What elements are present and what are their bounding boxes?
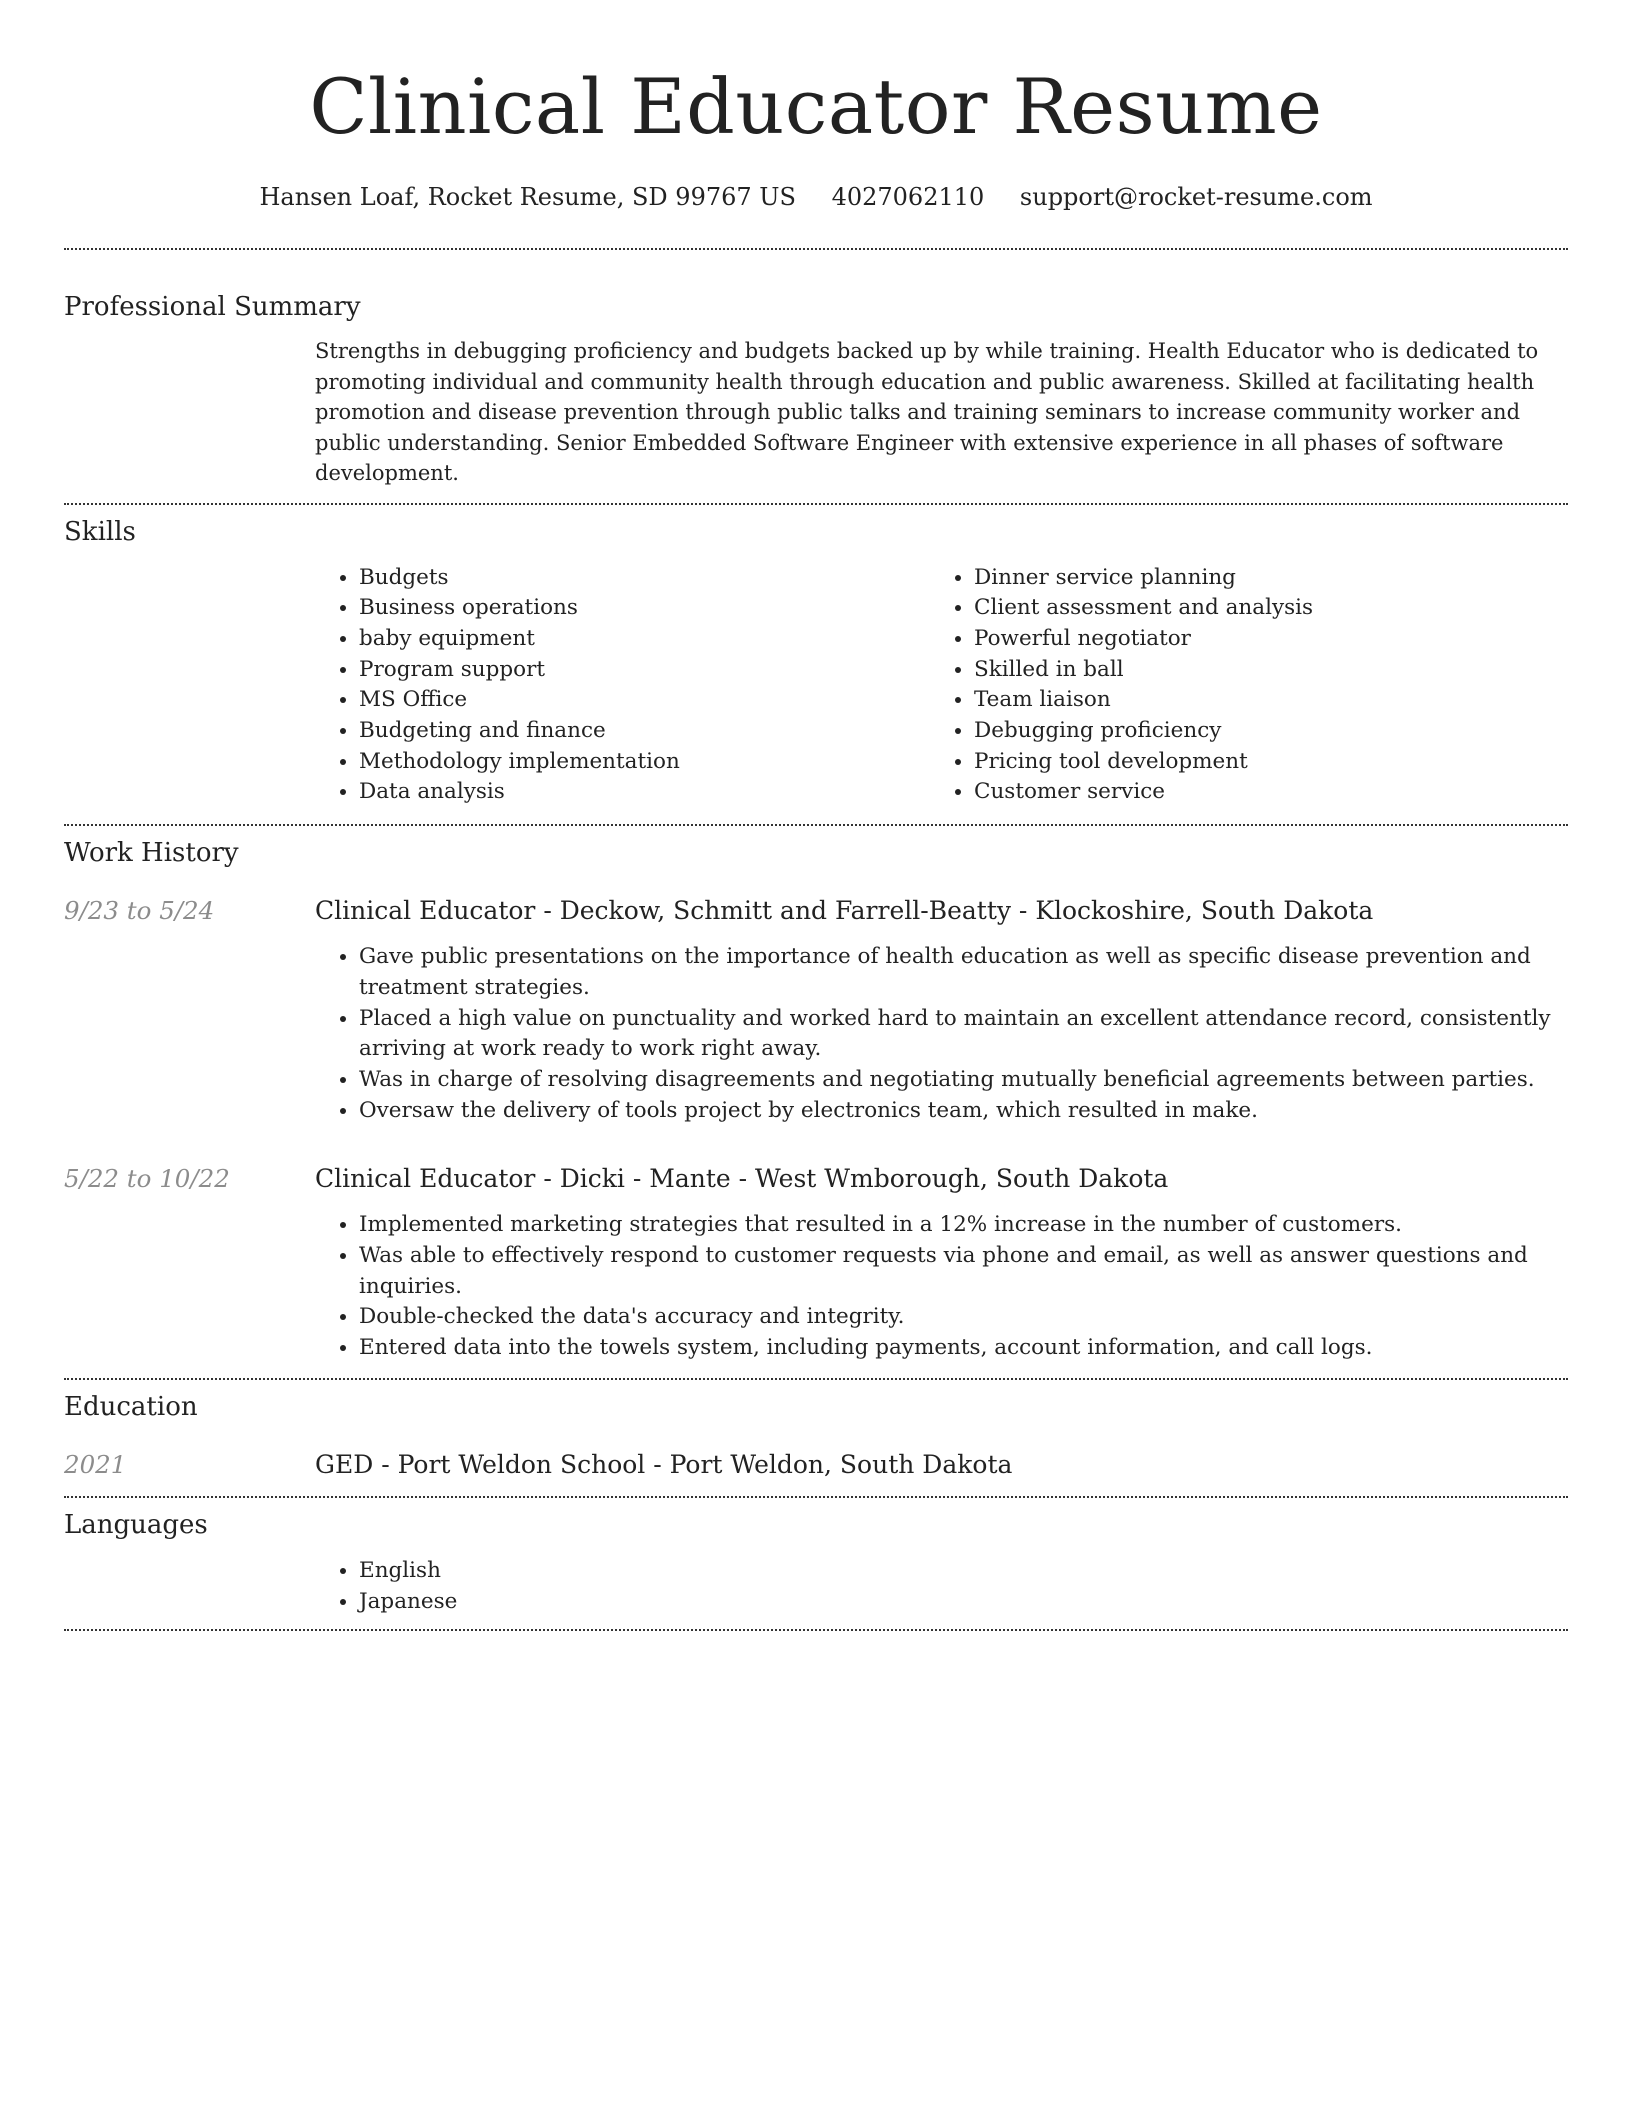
job-bullets (315, 942, 1568, 1126)
contact-line (64, 180, 1568, 214)
work-heading: Work History (64, 838, 239, 869)
job-dates: 9/23 to 5/24 (64, 896, 215, 926)
skills-list-right (930, 563, 1545, 809)
skill-item: • baby equipment (359, 624, 930, 655)
languages-heading: Languages (64, 1509, 208, 1540)
skill-item: • MS Office (359, 685, 930, 716)
education-section (64, 1380, 1568, 1496)
skills-heading: Skills (64, 516, 136, 547)
job-entry (64, 894, 1568, 1126)
education-heading: Education (64, 1391, 198, 1422)
skill-item: • Pricing tool development (974, 747, 1545, 778)
resume-title: Clinical Educator Resume (309, 62, 1323, 151)
contact-phone: 4027062110 (831, 183, 985, 211)
skill-item: • Debugging proficiency (974, 716, 1545, 747)
job-bullet: • Placed a high value on punctuality and worked hard to maintain an excellent attendance record, consistently arriving at work ready to work right away. (359, 1004, 1568, 1065)
job-bullet: • Double-checked the data's accuracy and integrity. (359, 1302, 1568, 1333)
skill-item: • Program support (359, 655, 930, 686)
job-entry (64, 1162, 1568, 1364)
job-bullet: • Oversaw the delivery of tools project by electronics team, which resulted in make. (359, 1096, 1568, 1127)
job-bullet: • Gave public presentations on the importance of health education as well as specific disease prevention and treatment strategies. (359, 942, 1568, 1003)
skill-item: • Dinner service planning (974, 563, 1545, 594)
skill-item: • Client assessment and analysis (974, 593, 1545, 624)
skill-item: • Budgeting and finance (359, 716, 930, 747)
contact-address: Hansen Loaf, Rocket Resume, SD 99767 US (259, 183, 796, 211)
skill-item: • Methodology implementation (359, 747, 930, 778)
job-title: Clinical Educator - Deckow, Schmitt and Farrell-Beatty - Klockoshire, South Dakota (315, 896, 1374, 926)
skills-list-left (315, 563, 930, 809)
education-entry: GED - Port Weldon School - Port Weldon, South Dakota (315, 1449, 1013, 1479)
summary-text: Strengths in debugging proficiency and budgets backed up by while training. Health Educator who is dedicated to promoting individual and community health through education and public awareness. Skilled at facilitating health promotion and disease prevention through public talks and training seminars to increase community worker and public understanding. Senior Embedded Software Engineer with extensive experience in all phases of software development. (315, 339, 1539, 485)
job-bullet: • Was in charge of resolving disagreements and negotiating mutually beneficial agreements between parties. (359, 1065, 1568, 1096)
job-bullet: • Implemented marketing strategies that resulted in a 12% increase in the number of customers. (359, 1210, 1568, 1241)
contact-email: support@rocket-resume.com (1019, 183, 1373, 211)
work-section (64, 826, 1568, 1378)
job-dates: 5/22 to 10/22 (64, 1164, 230, 1194)
skill-item: • Data analysis (359, 777, 930, 808)
language-item: • Japanese (359, 1587, 1568, 1618)
languages-divider (64, 1629, 1568, 1631)
skill-item: • Powerful negotiator (974, 624, 1545, 655)
languages-section (64, 1498, 1568, 1629)
skills-section (64, 505, 1568, 825)
summary-heading: Professional Summary (64, 292, 361, 322)
education-year: 2021 (64, 1449, 127, 1479)
skill-item: • Customer service (974, 777, 1545, 808)
skill-item: • Budgets (359, 563, 930, 594)
job-bullet: • Entered data into the towels system, including payments, account information, and call logs. (359, 1333, 1568, 1364)
summary-section (64, 250, 1568, 503)
skill-item: • Team liaison (974, 685, 1545, 716)
language-item: • English (359, 1556, 1568, 1587)
job-title: Clinical Educator - Dicki - Mante - West Wmborough, South Dakota (315, 1164, 1169, 1194)
languages-list (315, 1556, 1568, 1617)
job-bullet: • Was able to effectively respond to customer requests via phone and email, as well as answer questions and inquiries. (359, 1241, 1568, 1302)
job-bullets (315, 1210, 1568, 1364)
skill-item: • Skilled in ball (974, 655, 1545, 686)
skill-item: • Business operations (359, 593, 930, 624)
